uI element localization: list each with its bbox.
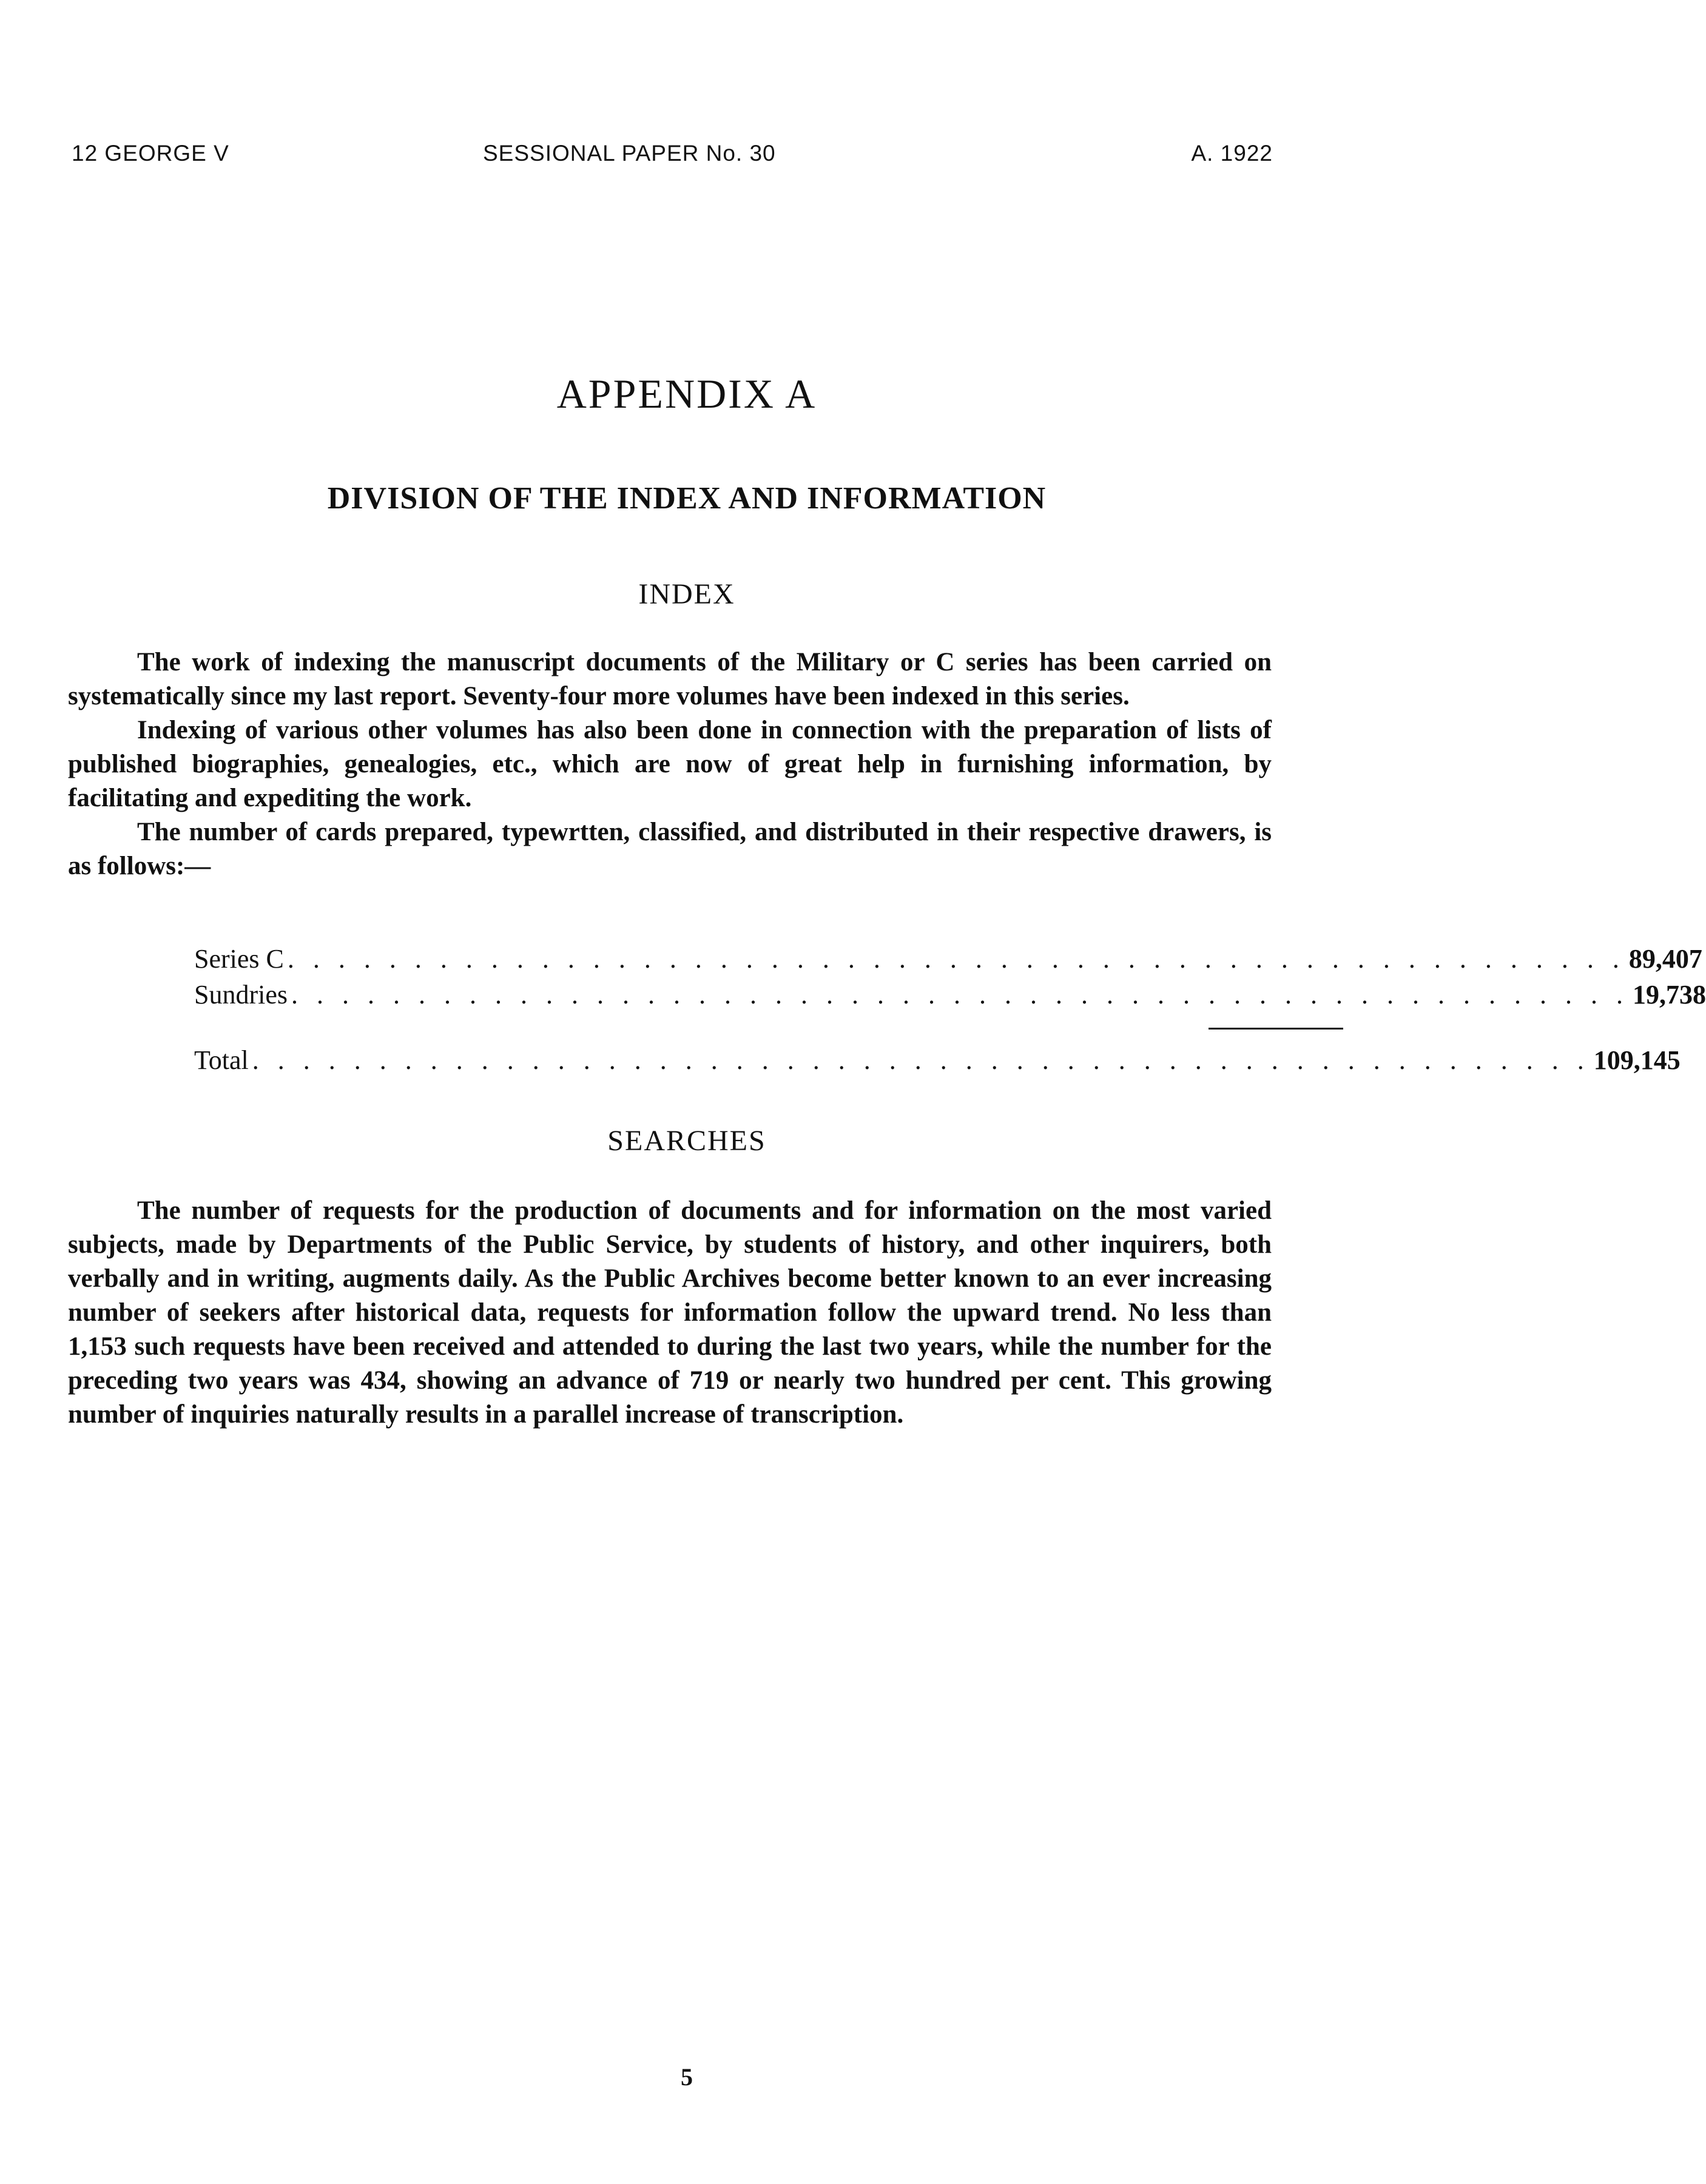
row-label: Series C [194,944,284,974]
dot-leader: . . . . . . . . . . . . . . . . . . . . . . . . . . . . . . . . . . . . . . . . . . . . . . . . . . . . . [291,980,1629,1009]
row-value: 19,738 [1633,980,1706,1009]
division-title: DIVISION OF THE INDEX AND INFORMATION [327,481,1047,516]
total-rule [1209,1028,1343,1030]
page-number: 5 [681,2063,693,2091]
table-row-total [194,1045,1681,1079]
index-section-body [68,645,1272,883]
total-label: Total [194,1045,249,1075]
dot-leader: . . . . . . . . . . . . . . . . . . . . . . . . . . . . . . . . . . . . . . . . . . . . . . . . . . . . . [252,1045,1590,1075]
appendix-title: APPENDIX A [556,371,817,417]
index-paragraph: The number of cards prepared, typewrtten, classified, and distributed in their respective drawers, is as follows:— [68,818,1272,880]
table-row-sundries [194,979,1706,1013]
header-regnal-year: 12 GEORGE V [72,141,229,166]
searches-heading: SEARCHES [607,1125,766,1157]
searches-paragraph: The number of requests for the production of documents and for information on the most varied subjects, made by Departments of the Public Service, by students of history, and other inquirers, both verbally and in writing, augments daily. As the Public Archives become better known to an ever increasing number of seekers after historical data, requests for information follow the upward trend. No less than 1,153 such requests have been received and attended to during the last two years, while the number for the preceding two years was 434, showing an advance of 719 or nearly two hundred per cent. This growing number of inquiries naturally results in a parallel increase of transcription. [68,1196,1272,1429]
row-value: 89,407 [1628,944,1702,974]
index-paragraph: Indexing of various other volumes has also been done in connection with the preparation of lists of published biographies, genealogies, etc., which are now of great help in furnishing information, by facilitating and expediting the work. [68,716,1272,812]
total-value: 109,145 [1593,1045,1681,1075]
dot-leader: . . . . . . . . . . . . . . . . . . . . . . . . . . . . . . . . . . . . . . . . . . . . . . . . . . . . . [287,944,1625,974]
header-sessional-paper: SESSIONAL PAPER No. 30 [483,141,776,166]
index-paragraph: The work of indexing the manuscript documents of the Military or C series has been carried on systematically since my last report. Seventy-four more volumes have been indexed in this series. [68,648,1272,710]
searches-section-body [68,1194,1272,1432]
header-year: A. 1922 [1191,141,1273,166]
running-header [72,141,1273,177]
table-row-series-c [194,943,1702,977]
index-heading: INDEX [638,578,735,610]
row-label: Sundries [194,980,288,1009]
